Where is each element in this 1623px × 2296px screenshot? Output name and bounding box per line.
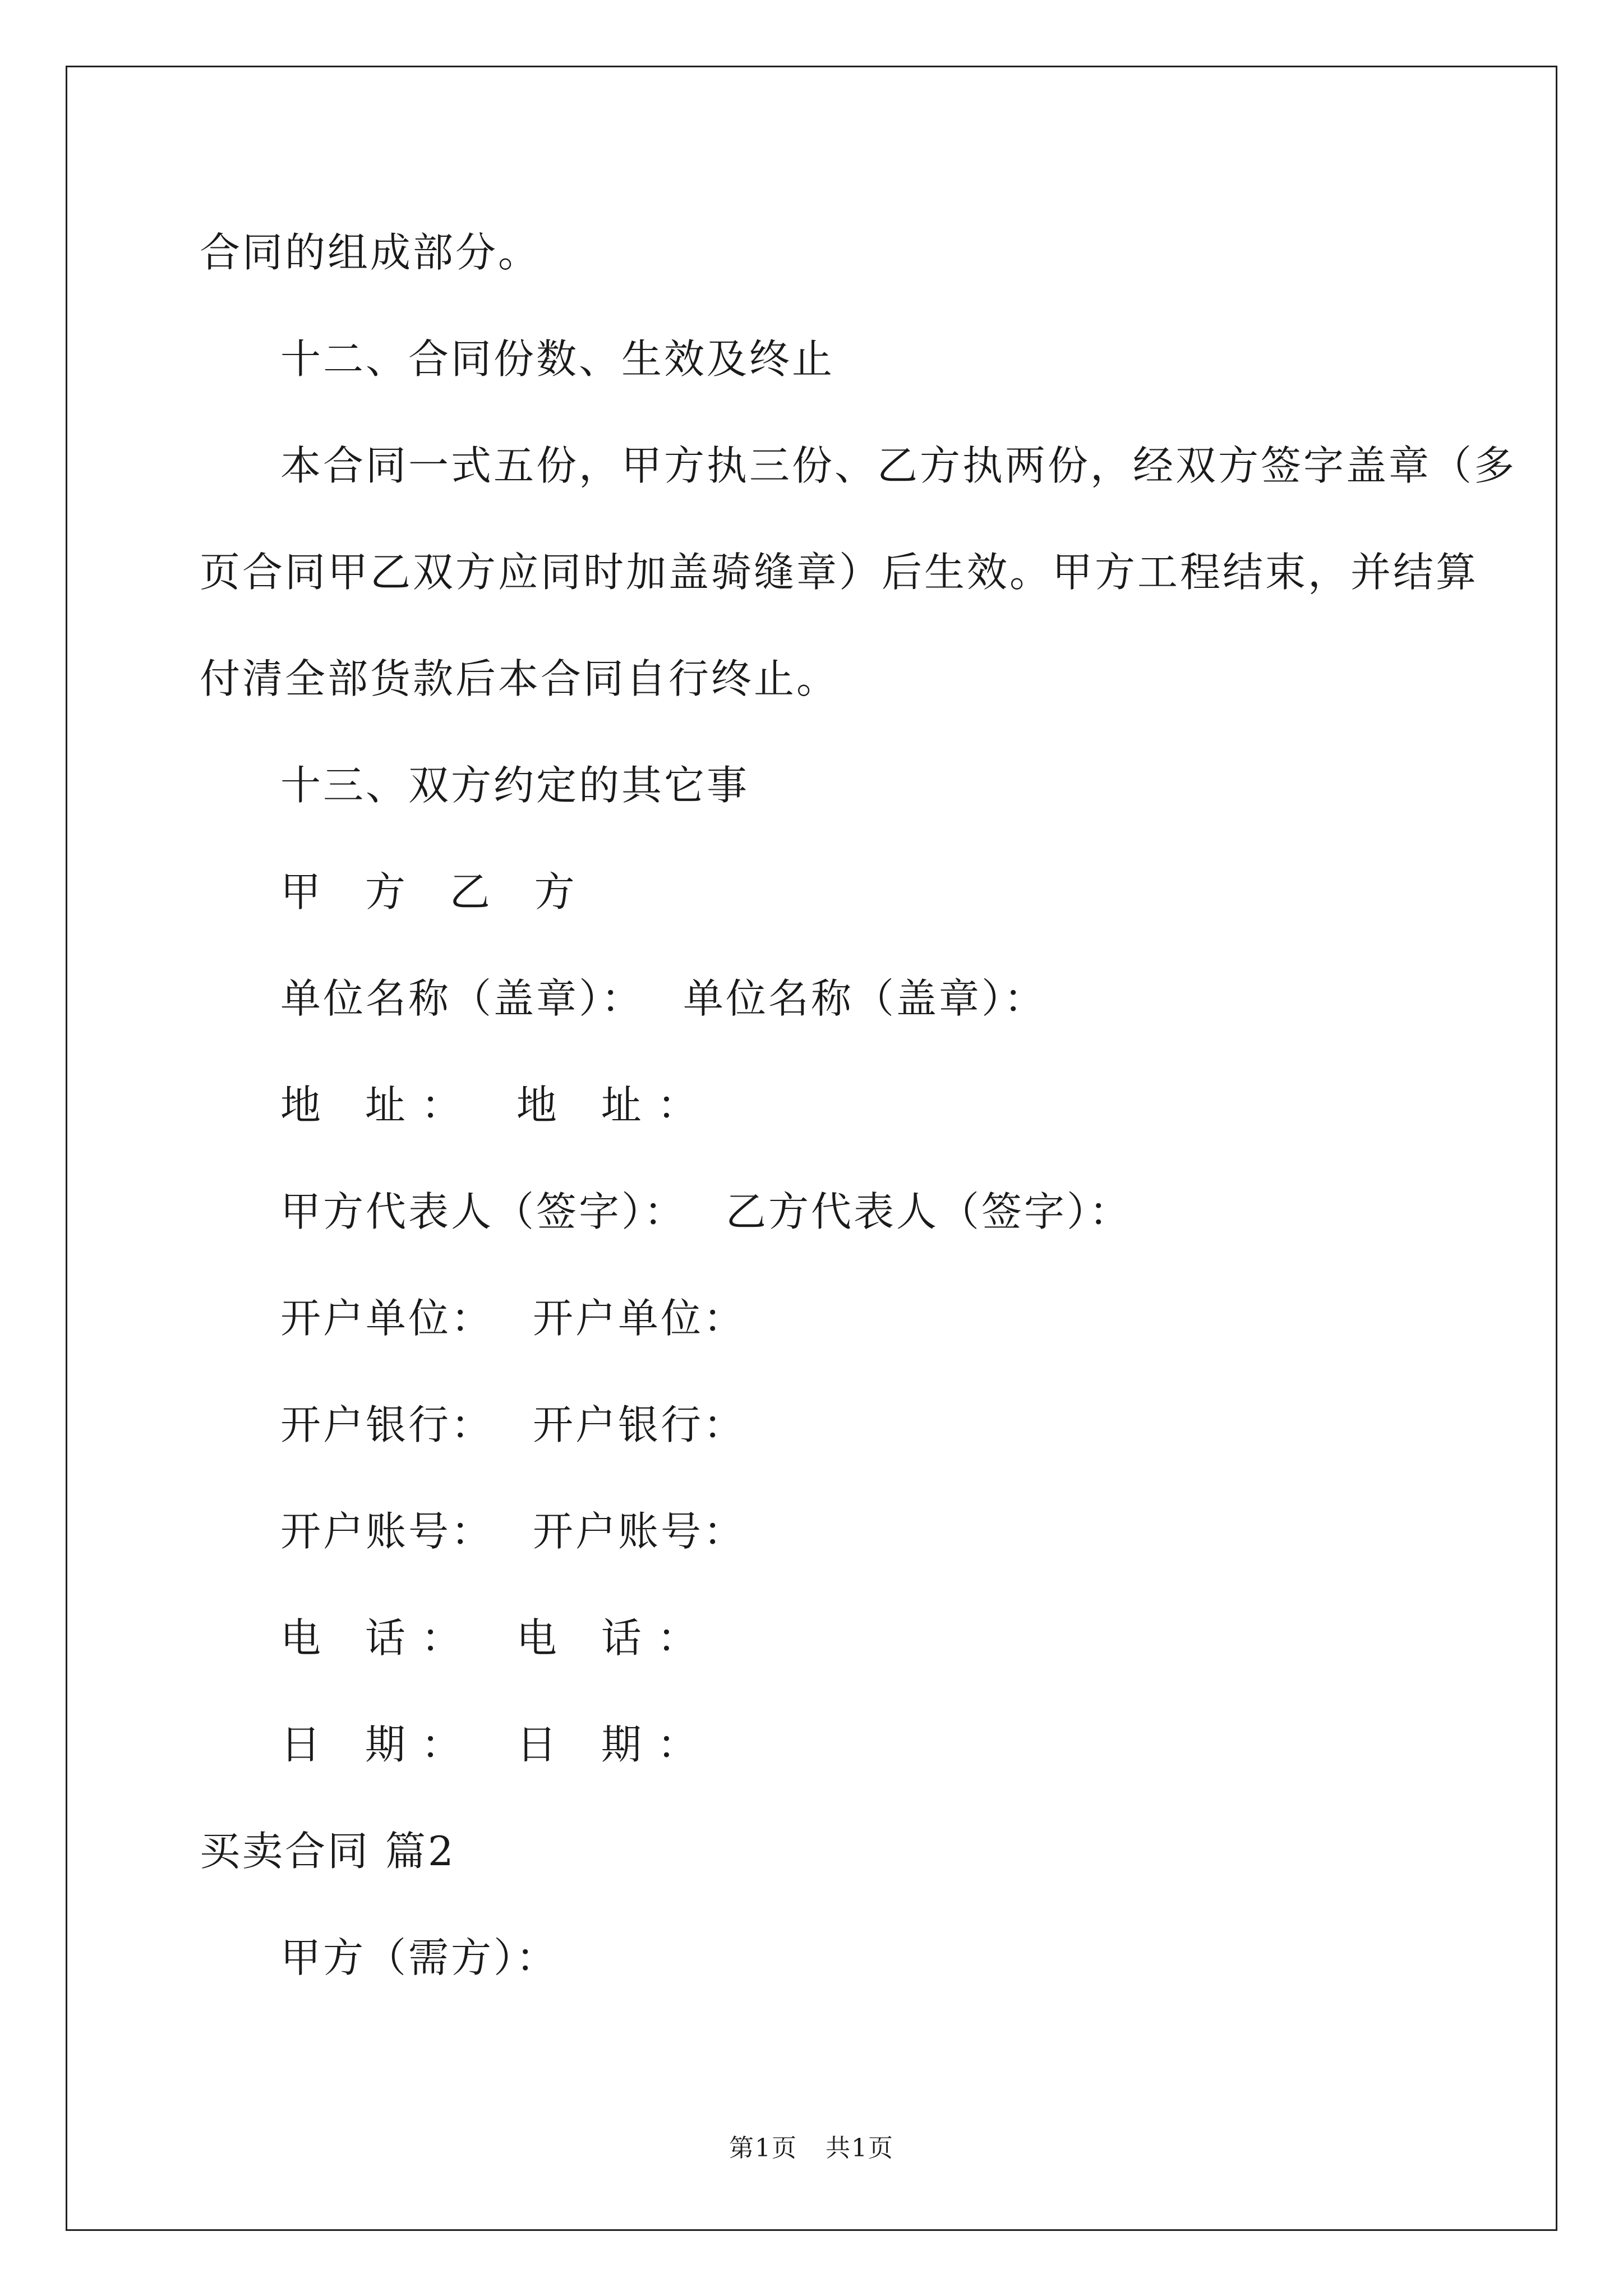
account-number-label-b: 开户账号： <box>533 1508 746 1555</box>
phone-label-a: 电 话： <box>280 1614 477 1662</box>
unit-name-label-b: 单位名称（盖章）： <box>683 975 1047 1022</box>
buyer-line: 甲方（需方）： <box>280 1934 559 1981</box>
phone-label-b: 电 话： <box>516 1614 713 1662</box>
page-footer <box>0 2132 1623 2165</box>
page-number-current: 第1页 <box>729 2134 797 2162</box>
signature-row-unit <box>280 973 1046 1024</box>
signature-row-bank <box>280 1400 746 1450</box>
heading-clause-13: 十三、双方约定的其它事 <box>280 762 750 809</box>
signature-row-representative <box>280 1186 1132 1237</box>
address-label-a: 地 址： <box>280 1082 477 1129</box>
page-border <box>66 66 1557 2231</box>
paragraph-copies-line-2: 页合同甲乙双方应同时加盖骑缝章）后生效。甲方工程结束，并结算 <box>200 549 1479 596</box>
address-label-b: 地 址： <box>516 1082 713 1129</box>
bank-label-b: 开户银行： <box>533 1401 746 1448</box>
bank-label-a: 开户银行： <box>280 1401 494 1448</box>
section-title: 买卖合同 篇2 <box>200 1828 456 1875</box>
representative-label-b: 乙方代表人（签字）： <box>726 1188 1132 1235</box>
heading-clause-12: 十二、合同份数、生效及终止 <box>280 335 835 383</box>
paragraph-copies-line-1: 本合同一式五份，甲方执三份、乙方执两份，经双方签字盖章（多 <box>280 442 1517 489</box>
paragraph-copies-line-3: 付清全部货款后本合同自行终止。 <box>200 655 840 702</box>
date-label-a: 日 期： <box>280 1721 477 1768</box>
date-label-b: 日 期： <box>516 1721 713 1768</box>
signature-row-address <box>280 1080 713 1130</box>
signature-row-date <box>280 1719 713 1770</box>
party-headers: 甲 方 乙 方 <box>280 868 591 915</box>
representative-label-a: 甲方代表人（签字）： <box>280 1188 687 1235</box>
account-number-label-a: 开户账号： <box>280 1508 494 1555</box>
unit-name-label-a: 单位名称（盖章）： <box>280 975 644 1022</box>
page-number-total: 共1页 <box>826 2134 894 2162</box>
account-unit-label-a: 开户单位： <box>280 1295 494 1342</box>
signature-row-phone <box>280 1613 713 1663</box>
account-unit-label-b: 开户单位： <box>533 1295 746 1342</box>
paragraph-contract-parts: 合同的组成部分。 <box>200 229 541 276</box>
signature-row-account-unit <box>280 1293 746 1343</box>
signature-row-account-number <box>280 1506 746 1557</box>
